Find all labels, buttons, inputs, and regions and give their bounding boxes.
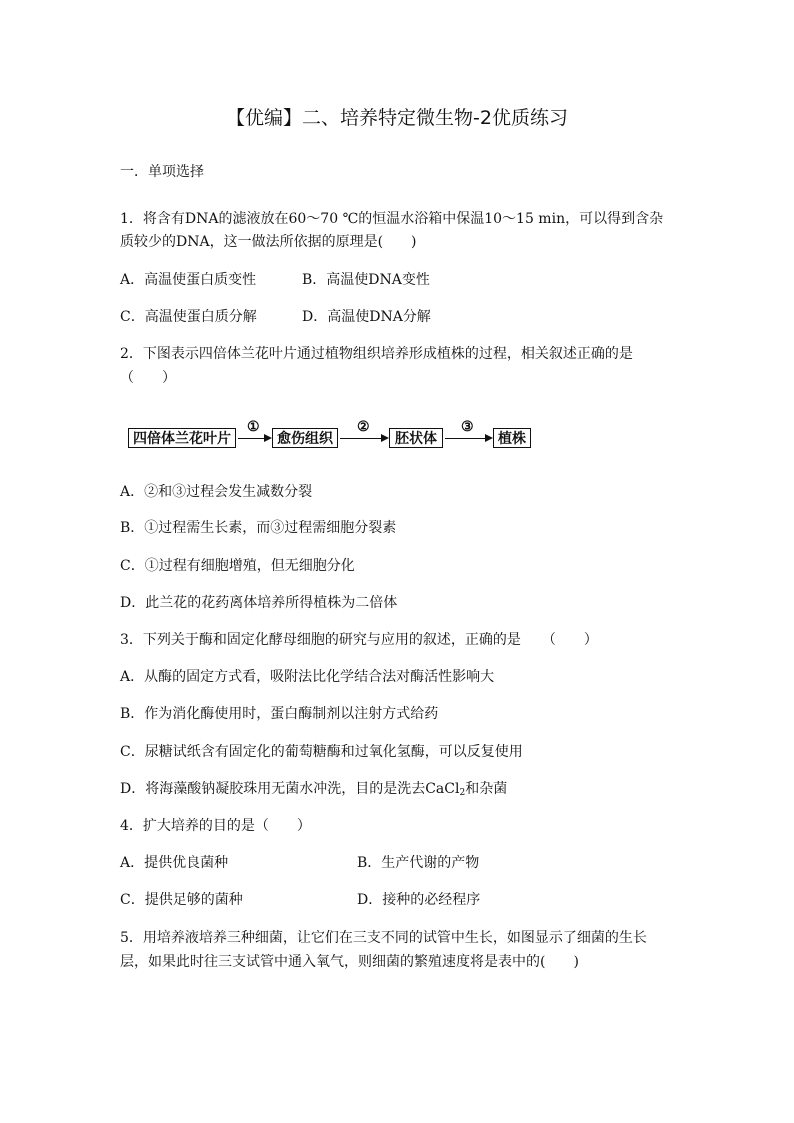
q2-option-d: D．此兰花的花药离体培养所得植株为二倍体 bbox=[120, 595, 398, 611]
flow-box-embryoid: 胚状体 bbox=[389, 428, 443, 448]
flow-box-leaf: 四倍体兰花叶片 bbox=[128, 428, 236, 448]
flow-arrow-3 bbox=[445, 438, 491, 439]
flow-arrow-2 bbox=[340, 438, 387, 439]
flow-arrow-1 bbox=[238, 438, 270, 439]
q4-option-c: C．提供足够的菌种 bbox=[120, 892, 243, 908]
q2-option-b: B．①过程需生长素，而③过程需细胞分裂素 bbox=[120, 520, 397, 536]
q3-option-b: B．作为消化酶使用时，蛋白酶制剂以注射方式给药 bbox=[120, 706, 439, 722]
q5-stem-line1: 5．用培养液培养三种细菌，让它们在三支不同的试管中生长，如图显示了细菌的生长 bbox=[120, 930, 647, 946]
q1-option-c: C．高温使蛋白质分解 bbox=[120, 309, 257, 325]
q4-option-a: A．提供优良菌种 bbox=[120, 855, 229, 871]
q2-option-a: A．②和③过程会发生减数分裂 bbox=[120, 484, 313, 500]
q3-option-a: A．从酶的固定方式看，吸附法比化学结合法对酶活性影响大 bbox=[120, 669, 495, 685]
q3-option-c: C．尿糖试纸含有固定化的葡萄糖酶和过氧化氢酶，可以反复使用 bbox=[120, 744, 523, 760]
q3-stem: 3．下列关于酶和固定化酵母细胞的研究与应用的叙述，正确的是 （ ） bbox=[120, 632, 598, 648]
flow-box-callus: 愈伤组织 bbox=[272, 428, 338, 448]
flow-step-3: ③ bbox=[461, 419, 474, 435]
q1-stem-line2: 质较少的DNA，这一做法所依据的原理是( ) bbox=[120, 234, 417, 250]
q1-stem-line1: 1．将含有DNA的滤液放在60～70 ℃的恒温水浴箱中保温10～15 min，可以得到含杂 bbox=[120, 211, 664, 227]
q1-option-d: D．高温使DNA分解 bbox=[302, 309, 431, 325]
q3-option-d-text: D．将海藻酸钠凝胶珠用无菌水冲洗，目的是洗去CaCl bbox=[120, 781, 460, 797]
flow-step-1: ① bbox=[247, 419, 260, 435]
q3-option-d-tail: 和杂菌 bbox=[465, 781, 508, 797]
q1-option-b: B．高温使DNA变性 bbox=[302, 272, 430, 288]
q2-stem-line2: （ ） bbox=[120, 370, 176, 386]
q3-option-d-subscript: 2 bbox=[459, 788, 466, 798]
q5-stem-line2: 层，如果此时往三支试管中通入氧气，则细菌的繁殖速度将是表中的( ) bbox=[120, 954, 579, 970]
q4-option-b: B．生产代谢的产物 bbox=[357, 855, 480, 871]
page-title: 【优编】二、培养特定微生物-2优质练习 bbox=[226, 107, 568, 129]
q2-stem-line1: 2．下图表示四倍体兰花叶片通过植物组织培养形成植株的过程，相关叙述正确的是 bbox=[120, 346, 633, 362]
q2-option-c: C．①过程有细胞增殖，但无细胞分化 bbox=[120, 558, 355, 574]
flow-box-plant: 植株 bbox=[493, 428, 531, 448]
q4-option-d: D．接种的必经程序 bbox=[357, 892, 481, 908]
flow-step-2: ② bbox=[357, 419, 370, 435]
section-heading: 一．单项选择 bbox=[120, 164, 204, 180]
q3-option-d bbox=[120, 780, 507, 798]
q1-option-a: A．高温使蛋白质变性 bbox=[120, 272, 257, 288]
q4-stem: 4．扩大培养的目的是（ ） bbox=[120, 818, 311, 834]
